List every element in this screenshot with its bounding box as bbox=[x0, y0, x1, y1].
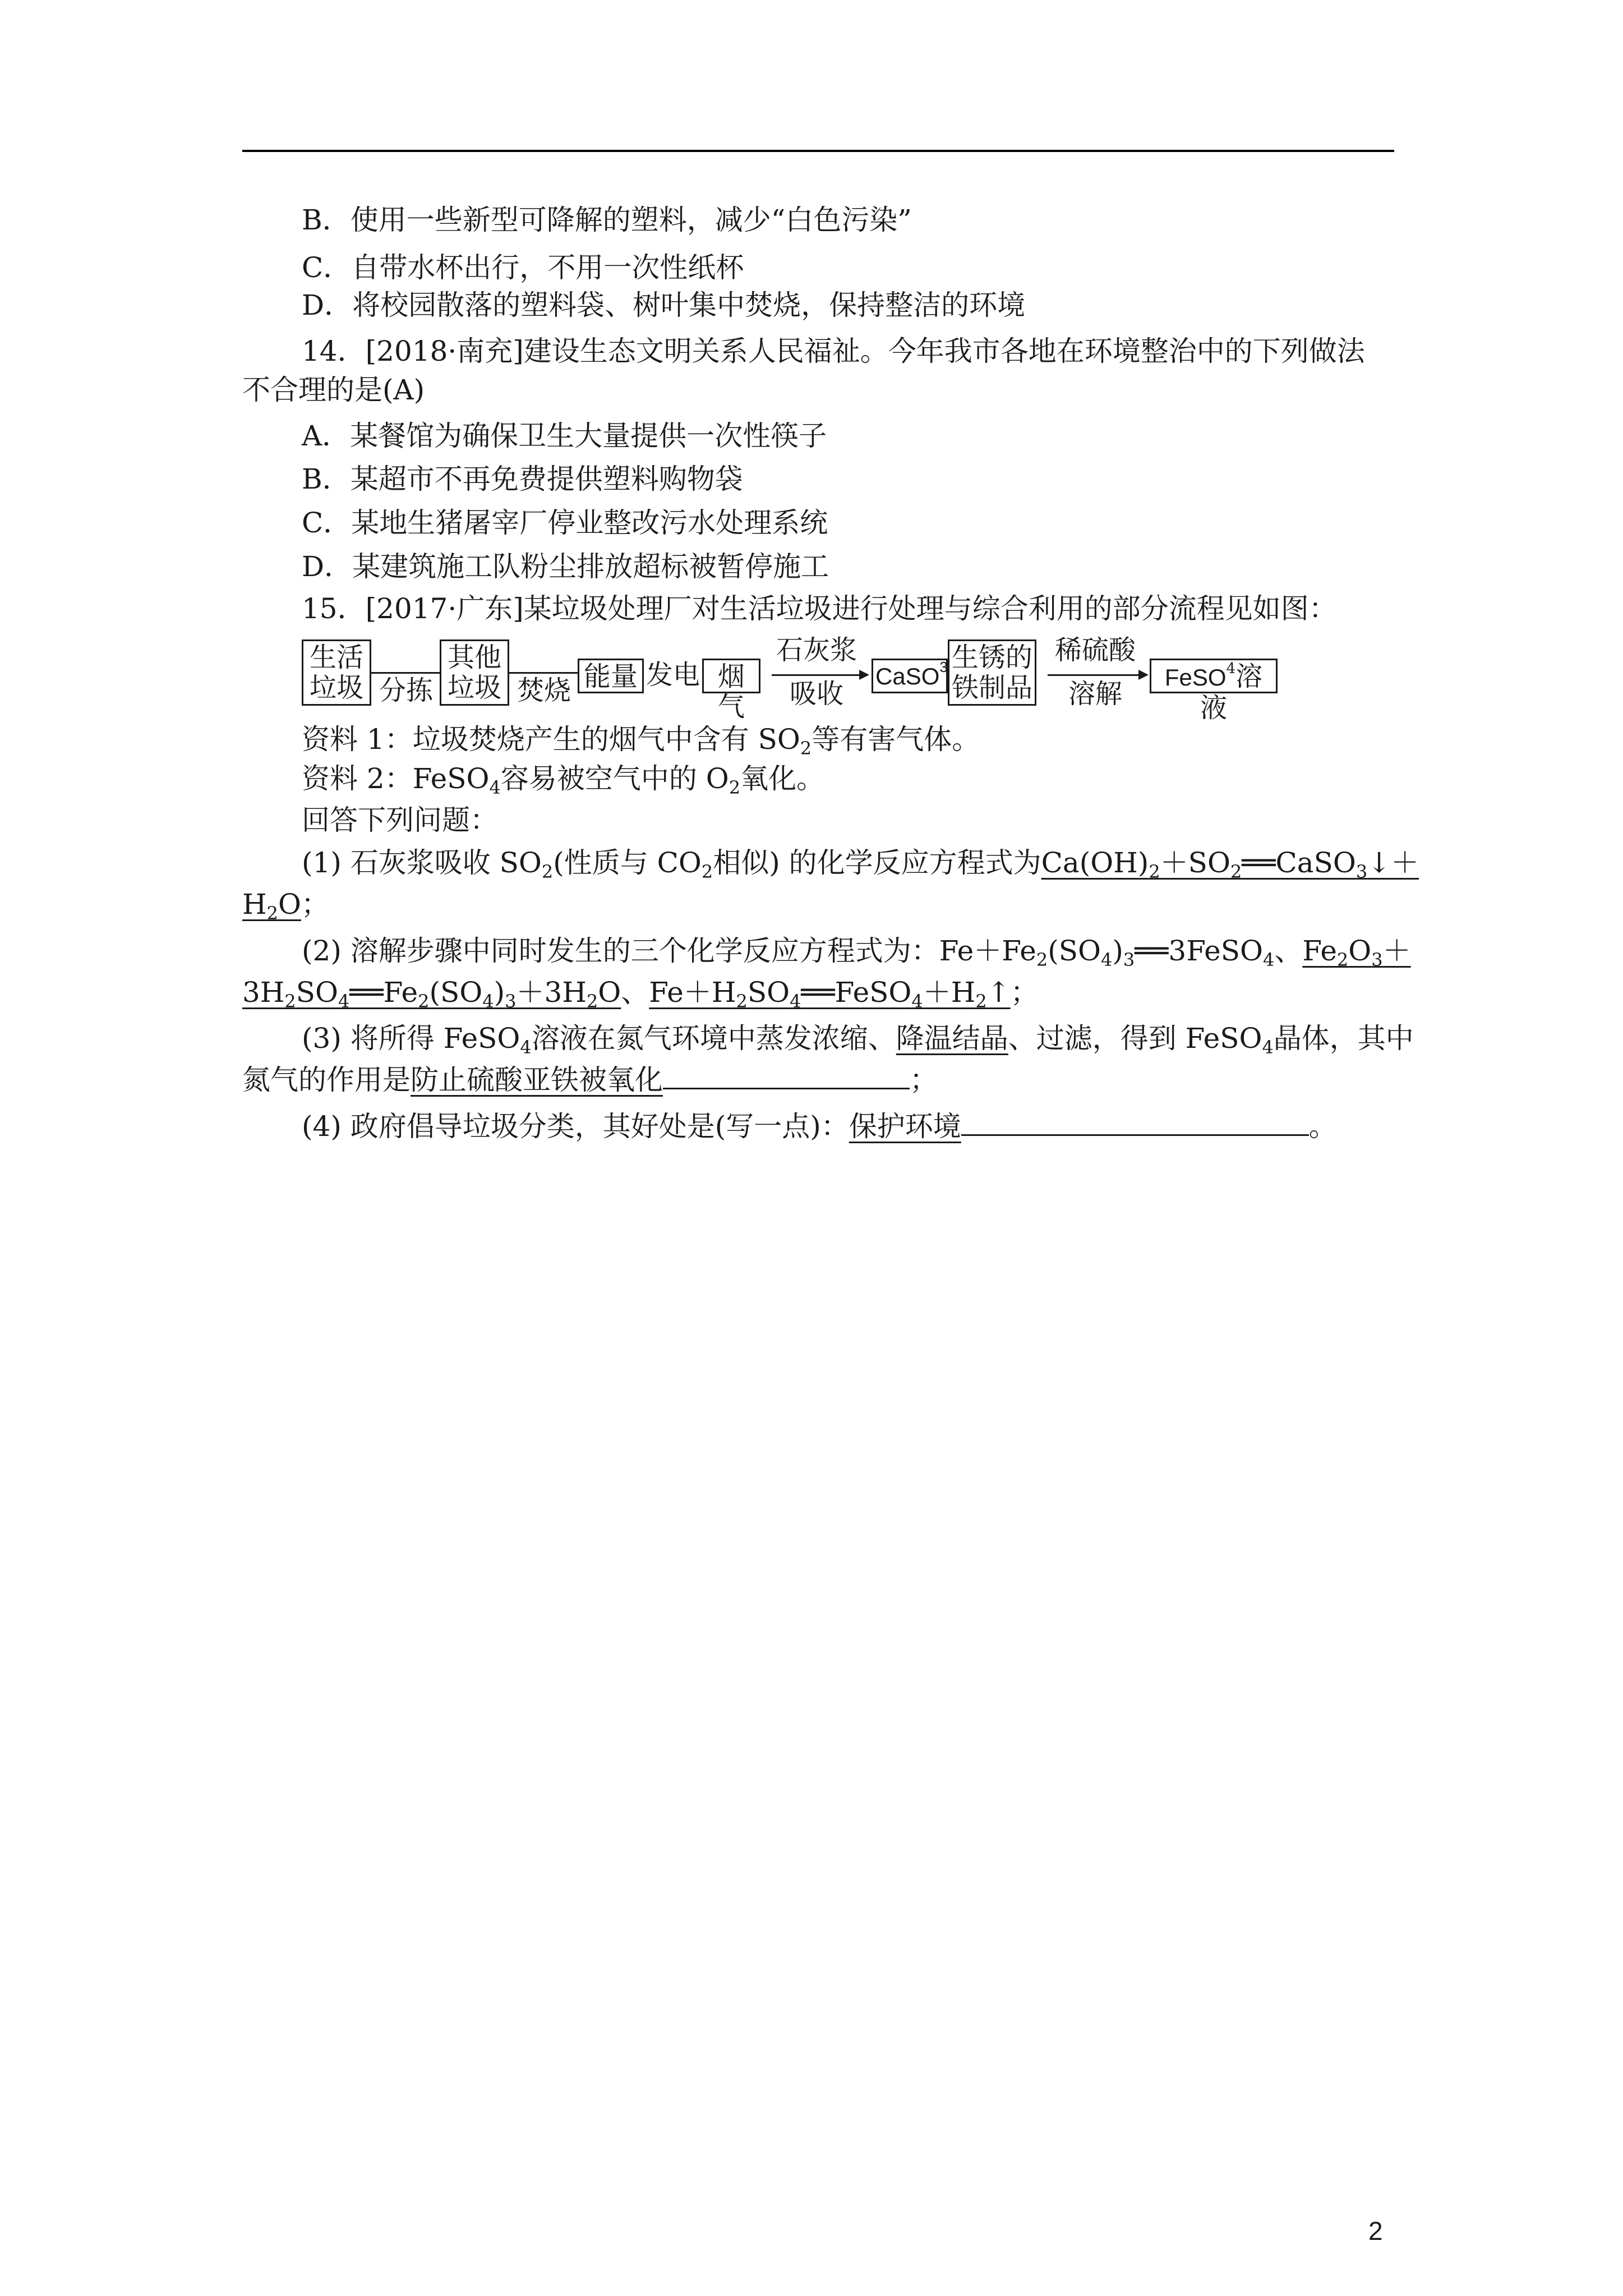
flow-box-feso4-solution: FeSO$^4$溶液 bbox=[1150, 659, 1278, 693]
flow-step-power: 发电 bbox=[645, 659, 700, 691]
option-b-prev: B．使用一些新型可降解的塑料，减少“白色污染” bbox=[302, 204, 912, 236]
q15-part1-line2: $H_2O$； bbox=[242, 888, 329, 924]
answer-blank-line bbox=[961, 1130, 1309, 1136]
flow-step-absorb-label: 吸收 bbox=[789, 678, 843, 710]
q14-option-b: B．某超市不再免费提供塑料购物袋 bbox=[302, 463, 743, 495]
flow-box-household-waste: 生活 垃圾 bbox=[302, 639, 371, 706]
q15-part4-answer: 保护环境 bbox=[849, 1110, 961, 1143]
q14-stem-line1: 14．[2018·南充]建设生态文明关系人民福祉。今年我市各地在环境整治中的下列做法 bbox=[302, 335, 1365, 367]
q15-part2-answer-b: $Fe+H_2SO_4══FeSO_4+H_2↑$ bbox=[649, 976, 1011, 1012]
flow-arrow-absorb-line bbox=[772, 674, 860, 676]
flow-box-flue-gas: 烟气 bbox=[702, 659, 760, 693]
flow-box-energy: 能量 bbox=[578, 659, 644, 693]
q15-stem: 15．[2017·广东]某垃圾处理厂对生活垃圾进行处理与综合利用的部分流程见如图： bbox=[302, 592, 1337, 625]
flow-connector-2 bbox=[509, 672, 578, 674]
answer-prompt: 回答下列问题： bbox=[302, 804, 498, 836]
flow-connector-1 bbox=[371, 672, 440, 674]
flow-box-rusty-iron: 生锈的 铁制品 bbox=[948, 639, 1036, 706]
flow-step-acid-label: 稀硫酸 bbox=[1054, 634, 1136, 666]
flow-arrow-dissolve-line bbox=[1048, 674, 1140, 676]
info-1: 资料 1：垃圾焚烧产生的烟气中含有 $SO_2$等有害气体。 bbox=[302, 723, 980, 759]
q15-part3-line1: (3) 将所得 FeSO$_4$溶液在氮气环境中蒸发浓缩、降温结晶、过滤，得到 FeSO$_4$晶体，其中 bbox=[302, 1022, 1414, 1058]
flow-step-dissolve-label: 溶解 bbox=[1068, 678, 1122, 710]
q15-part1-answer: $Ca(OH)_2+SO_2══CaSO_3↓+$ bbox=[1041, 846, 1419, 882]
flow-step-incineration: 焚烧 bbox=[517, 675, 571, 706]
option-c-prev: C．自带水杯出行，不用一次性纸杯 bbox=[302, 251, 744, 284]
flow-box-other-waste: 其他 垃圾 bbox=[440, 639, 509, 706]
q15-part2-line2: $3H_2SO_4══Fe_2(SO_4)_3+3H_2O$、$Fe+H_2SO_4══FeSO_4+H_2↑$； bbox=[242, 976, 1039, 1012]
q14-option-a: A．某餐馆为确保卫生大量提供一次性筷子 bbox=[302, 420, 827, 452]
q15-part2-line1: (2) 溶解步骤中同时发生的三个化学反应方程式为：$Fe+Fe_2(SO_4)_3══3FeSO_4$、$Fe_2O_3+$ bbox=[302, 935, 1411, 970]
q15-part2-answer-a: $Fe_2O_3+$ bbox=[1302, 935, 1411, 970]
q15-part3-line2: 氮气的作用是防止硫酸亚铁被氧化 ； bbox=[242, 1064, 938, 1096]
q15-part1-line1: (1) 石灰浆吸收 $SO_2$(性质与 $CO_2$相似) 的化学反应方程式为$Ca(OH)_2+SO_2══CaSO_3↓+$ bbox=[302, 846, 1419, 882]
flow-box-caso3: CaSO$^3$ bbox=[872, 659, 948, 693]
flow-step-sorting: 分拣 bbox=[379, 675, 433, 706]
q14-stem-line2: 不合理的是(A) bbox=[242, 374, 425, 406]
header-rule bbox=[242, 150, 1394, 152]
q14-option-d: D．某建筑施工队粉尘排放超标被暂停施工 bbox=[302, 550, 829, 583]
info-2: 资料 2：FeSO$_4$容易被空气中的 $O_2$氧化。 bbox=[302, 762, 825, 798]
flow-step-lime-label: 石灰浆 bbox=[776, 634, 857, 666]
q14-option-c: C．某地生猪屠宰厂停业整改污水处理系统 bbox=[302, 507, 828, 539]
page-number: 2 bbox=[1368, 2216, 1383, 2246]
q15-part3-answer-b: 防止硫酸亚铁被氧化 bbox=[411, 1064, 663, 1096]
option-d-prev: D．将校园散落的塑料袋、树叶集中焚烧，保持整洁的环境 bbox=[302, 289, 1026, 321]
answer-blank-line bbox=[663, 1083, 910, 1089]
q15-part4: (4) 政府倡导垃圾分类，其好处是(写一点)：保护环境 。 bbox=[302, 1110, 1337, 1143]
q15-part3-answer-a: 降温结晶 bbox=[896, 1022, 1008, 1055]
